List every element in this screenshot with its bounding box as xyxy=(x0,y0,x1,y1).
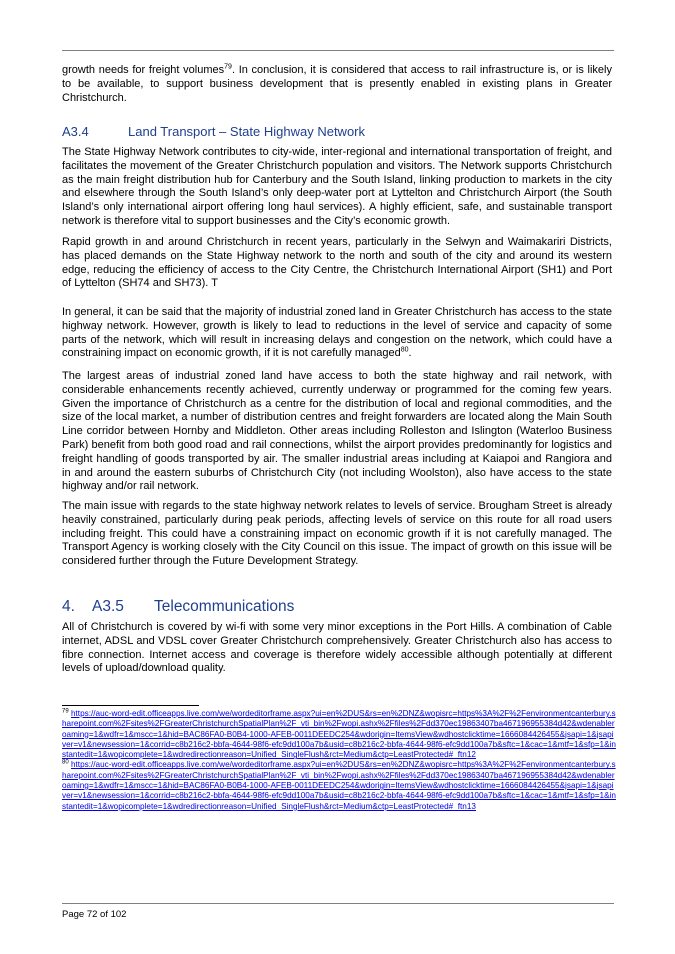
footnote-link[interactable]: https://auc-word-edit.officeapps.live.com/we/wordeditorframe.aspx?ui=en%2DUS&rs=en%2DNZ&wopisrc=https%3A%2F%2Fenvironmentcanterbury.sharepoint.com%2Fsites%2FGreaterChristchurchSpatialPlan%2F_vti_bin%2Fwopi.ashx%2Ffiles%2Fdd370ec19863407ba467196955384d42&wdenableroaming=1&wdfr=1&mscc=1&hid=BAC86FA0-B0B4-1000-AFEB-0011DEEDC254&wdorigin=ItemsView&wdhostclicktime=1666084426455&jsapi=1&jsapiver=v1&newsession=1&corrid=c8b216c2-bbfa-4644-98f6-efc9dd100a7b&usid=c8b216c2-bbfa-4644-98f6-efc9dd100a7b&sftc=1&cac=1&mtf=1&sfp=1&instantedit=1&wopicomplete=1&wdredirectionreason=Unified_SingleFlush&rct=Medium&ctp=LeastProtected#_ftn12 xyxy=(62,709,616,760)
section-heading-a34 xyxy=(62,124,365,139)
footer-rule xyxy=(62,903,614,904)
list-number: 4. xyxy=(62,598,75,615)
paragraph-text: In general, it can be said that the majority of industrial zoned land in Greater Christchurch has access to the state highway network. However, growth is likely to lead to reductions in the level of service and capacity of some parts of the network, which will result in increasing delays and congestion on the network, which could have a constraining impact on economic growth, if it is not carefully managed xyxy=(62,306,612,360)
paragraph-text: . xyxy=(408,347,412,360)
paragraph-state-highway-network: The State Highway Network contributes to city-wide, inter-regional and international transportation of freight, and facilitates the movement of the Greater Christchurch population and visitors. The Network supports Christchurch as the main freight distribution hub for Canterbury and the South Island, linking production to markets in the city and elsewhere through the South Island’s only deep-water port at Lyttelton and Christchurch Airport (the South Island’s only international airport offering long haul services). A highly efficient, safe, and sustainable transport network is therefore vital to support businesses and the City’s economic growth. xyxy=(62,146,612,227)
section-number: A3.5 xyxy=(92,598,124,615)
paragraph-industrial-zoned-land: The largest areas of industrial zoned land have access to both the state highway and rail network, with considerable enhancements recently achieved, currently underway or programmed for the coming few years. Given the importance of Christchurch as a centre for the distribution of local and regional commodities, and the size of the local market, a number of distribution centres and freight forwarders are located along the Main South Line corridor between Hornby and Middleton. Other areas including Rolleston and Islington (Waterloo Business Park) benefit from both good road and rail connections, whilst the airport provides predominantly for logistics and freight handling of goods transported by air. The smaller industrial areas including at Kaiapoi and Rangiora and in and around the eastern suburbs of Christchurch City (not including Woolston), also have access to the state highway and/or rail network. xyxy=(62,370,612,493)
footnote-number: 79 xyxy=(62,708,69,715)
footnote-ref-79[interactable]: 79 xyxy=(224,63,232,71)
paragraph-telecommunications: All of Christchurch is covered by wi-fi with some very minor exceptions in the Port Hills. A combination of Cable internet, ADSL and VDSL cover Greater Christchurch comprehensively. Greater Christchurch also has access to fibre connection. Internet access and coverage is therefore widely accessible although potentially at different levels of upload/download quality. xyxy=(62,621,612,675)
footnote-separator xyxy=(62,705,199,706)
footnote-link[interactable]: https://auc-word-edit.officeapps.live.com/we/wordeditorframe.aspx?ui=en%2DUS&rs=en%2DNZ&wopisrc=https%3A%2F%2Fenvironmentcanterbury.sharepoint.com%2Fsites%2FGreaterChristchurchSpatialPlan%2F_vti_bin%2Fwopi.ashx%2Ffiles%2Fdd370ec19863407ba467196955384d42&wdenableroaming=1&wdfr=1&mscc=1&hid=BAC86FA0-B0B4-1000-AFEB-0011DEEDC254&wdorigin=ItemsView&wdhostclicktime=1666084426455&jsapi=1&jsapiver=v1&newsession=1&corrid=c8b216c2-bbfa-4644-98f6-efc9dd100a7b&usid=c8b216c2-bbfa-4644-98f6-efc9dd100a7b&sftc=1&cac=1&mtf=1&sfp=1&instantedit=1&wopicomplete=1&wdredirectionreason=Unified_SingleFlush&rct=Medium&ctp=LeastProtected#_ftn13 xyxy=(62,760,616,811)
footnote-80 xyxy=(62,760,616,811)
footnote-79 xyxy=(62,709,616,760)
paragraph-industrial-access xyxy=(62,306,612,361)
section-title: Telecommunications xyxy=(154,598,295,615)
header-rule xyxy=(62,50,614,51)
paragraph-text: growth needs for freight volumes xyxy=(62,64,225,76)
footnote-number: 80 xyxy=(62,759,69,766)
paragraph-rail-conclusion xyxy=(62,64,612,105)
footnote-ref-80[interactable]: 80 xyxy=(400,346,409,354)
page-number: Page 72 of 102 xyxy=(62,909,127,920)
section-heading-a35 xyxy=(62,598,294,616)
section-title: Land Transport – State Highway Network xyxy=(128,124,366,139)
paragraph-main-issue: The main issue with regards to the state highway network relates to levels of service. Brougham Street is already heavily constrained, particularly during peak periods, affecting levels of service on this route for all road users including freight. This could have a constraining impact on economic growth if it is not carefully managed. The Transport Agency is working closely with the City Council on this issue. The impact of growth on this issue will be considered further through the Future Development Strategy. xyxy=(62,500,612,568)
paragraph-rapid-growth: Rapid growth in and around Christchurch in recent years, particularly in the Selwyn and Waimakariri Districts, has placed demands on the State Highway network to the north and south of the city and around its western edge, reducing the efficiency of access to the City Centre, the Christchurch International Airport (SH1) and Port of Lyttelton (SH74 and SH73). T xyxy=(62,236,612,290)
paragraph-text: . In conclusion, it is considered that access to rail infrastructure is, or is likely to be available, to support business development that is presently enabled in existing plans in Greater Christchurch. xyxy=(62,64,612,104)
section-number: A3.4 xyxy=(62,124,89,139)
footnotes xyxy=(62,709,616,812)
